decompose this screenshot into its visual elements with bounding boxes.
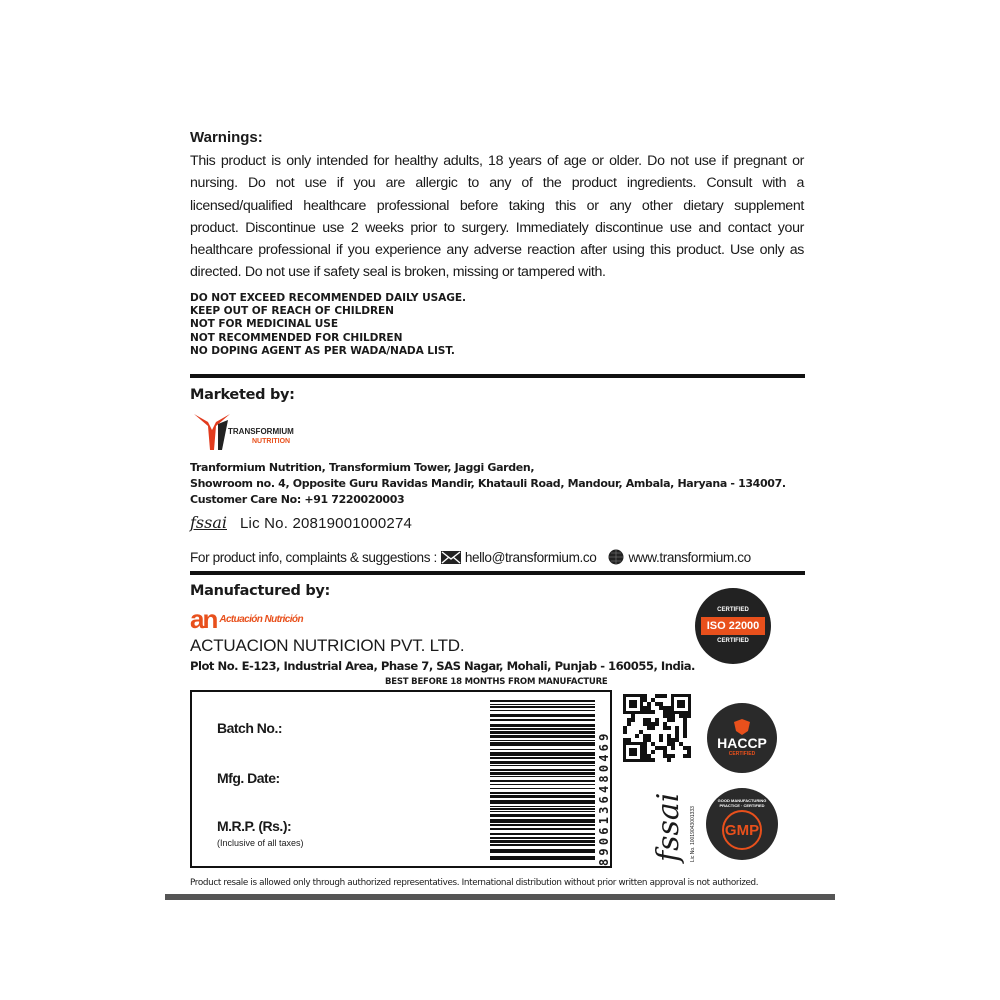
- qr-module: [687, 754, 691, 758]
- qr-module: [687, 750, 691, 754]
- barcode-bar: [490, 765, 595, 766]
- badge-label: GMP: [722, 810, 762, 850]
- qr-module: [663, 694, 667, 698]
- barcode-bar: [490, 761, 595, 764]
- qr-module: [663, 706, 667, 710]
- qr-module: [671, 746, 675, 750]
- email-link[interactable]: hello@transformium.co: [464, 549, 597, 565]
- actuacion-logo: [190, 604, 303, 634]
- qr-module: [683, 714, 687, 718]
- qr-module: [643, 706, 647, 710]
- warning-line: directed. Do not use if safety seal is broken, missing or tampered with.: [190, 264, 606, 281]
- address-line: Tranformium Nutrition, Transformium Tower, Jaggi Garden,: [190, 461, 535, 474]
- manufacturer-name: ACTUACION NUTRICION PVT. LTD.: [190, 636, 465, 655]
- bottom-bar: [165, 894, 835, 900]
- caps-line: DO NOT EXCEED RECOMMENDED DAILY USAGE.: [190, 292, 466, 304]
- barcode: [490, 700, 595, 860]
- qr-module: [655, 718, 659, 722]
- barcode-bar: [490, 731, 595, 734]
- badge-ring-text: CERTIFIED: [717, 638, 749, 644]
- qr-module: [677, 700, 685, 708]
- barcode-bar: [490, 795, 595, 798]
- qr-module: [647, 722, 651, 726]
- barcode-bar: [490, 819, 595, 823]
- qr-module: [651, 750, 655, 754]
- badge-subtext: CERTIFIED: [728, 751, 756, 757]
- qr-module: [643, 758, 647, 762]
- qr-module: [639, 730, 643, 734]
- address-line: Showroom no. 4, Opposite Guru Ravidas Mandir, Khatauli Road, Mandour, Ambala, Haryana - 134007.: [190, 477, 786, 490]
- qr-module: [667, 738, 671, 742]
- caps-line: NOT FOR MEDICINAL USE: [190, 318, 338, 331]
- barcode-bar: [490, 776, 595, 777]
- shield-icon: [734, 719, 750, 735]
- qr-module: [647, 754, 651, 758]
- qr-module: [683, 730, 687, 734]
- qr-module: [627, 718, 631, 722]
- qr-module: [647, 706, 651, 710]
- qr-module: [647, 734, 651, 738]
- caps-line: KEEP OUT OF REACH OF CHILDREN: [190, 305, 394, 318]
- barcode-bar: [490, 856, 595, 860]
- barcode-bar: [490, 837, 595, 839]
- qr-module: [643, 694, 647, 698]
- qr-module: [687, 714, 691, 718]
- qr-module: [643, 722, 647, 726]
- qr-module: [683, 726, 687, 730]
- qr-module: [651, 710, 655, 714]
- barcode-bar: [490, 742, 595, 746]
- qr-module: [643, 754, 647, 758]
- barcode-bar: [490, 719, 595, 721]
- qr-module: [679, 714, 683, 718]
- barcode-bar: [490, 792, 595, 794]
- qr-module: [651, 726, 655, 730]
- qr-module: [643, 738, 647, 742]
- mrp-label: M.R.P. (Rs.):: [217, 818, 292, 834]
- barcode-bar: [490, 811, 595, 812]
- qr-module: [623, 730, 627, 734]
- barcode-bar: [490, 740, 595, 741]
- qr-module: [643, 746, 647, 750]
- manufacturer-address: Plot No. E-123, Industrial Area, Phase 7, SAS Nagar, Mohali, Punjab - 160055, India.: [190, 659, 695, 673]
- qr-module: [671, 742, 675, 746]
- barcode-bar: [490, 700, 595, 702]
- qr-module: [631, 718, 635, 722]
- qr-module: [659, 706, 663, 710]
- qr-module: [655, 694, 659, 698]
- warning-line: product. Discontinue use 2 weeks prior to surgery. Immediately discontinue use and contact your: [190, 219, 804, 236]
- logo-mark: an: [190, 604, 217, 634]
- barcode-number: 8906136480469: [597, 730, 611, 866]
- qr-module: [659, 734, 663, 738]
- barcode-bar: [490, 710, 595, 711]
- barcode-bar: [490, 844, 595, 846]
- fssai-vertical-logo: fssai: [651, 792, 686, 862]
- qr-module: [667, 714, 671, 718]
- logo-icon: [192, 410, 232, 452]
- qr-module: [643, 710, 647, 714]
- divider: [190, 374, 805, 378]
- qr-module: [647, 702, 651, 706]
- qr-module: [655, 746, 659, 750]
- gmp-badge: [706, 788, 778, 860]
- qr-module: [675, 726, 679, 730]
- qr-module: [651, 722, 655, 726]
- qr-module: [667, 718, 671, 722]
- qr-module: [667, 754, 671, 758]
- warning-line: This product is only intended for healthy adults, 18 years of age or older. Do not use if pregnant or: [190, 153, 804, 169]
- qr-module: [623, 738, 627, 742]
- barcode-bar: [490, 706, 595, 708]
- qr-module: [647, 718, 651, 722]
- qr-module: [671, 754, 675, 758]
- qr-module: [679, 742, 683, 746]
- barcode-bar: [490, 769, 595, 771]
- qr-module: [659, 702, 663, 706]
- warnings-text: [190, 150, 804, 284]
- iso-22000-badge: [695, 588, 771, 664]
- globe-icon: [608, 549, 624, 565]
- qr-module: [623, 726, 627, 730]
- qr-module: [683, 746, 687, 750]
- qr-module: [683, 754, 687, 758]
- qr-module: [647, 726, 651, 730]
- transformium-logo: [192, 410, 322, 452]
- caps-line: NOT RECOMMENDED FOR CHILDREN: [190, 331, 403, 344]
- website-link[interactable]: www.transformium.co: [628, 549, 751, 565]
- qr-module: [643, 718, 647, 722]
- barcode-bar: [490, 772, 595, 775]
- qr-module: [667, 742, 671, 746]
- qr-module: [647, 738, 651, 742]
- qr-module: [683, 718, 687, 722]
- logo-text: Actuación Nutrición: [219, 613, 303, 625]
- barcode-bar: [490, 735, 595, 738]
- marketed-by-heading: Marketed by:: [190, 387, 295, 403]
- barcode-bar: [490, 828, 595, 830]
- barcode-bar: [490, 724, 595, 727]
- qr-module: [675, 738, 679, 742]
- qr-module: [663, 750, 667, 754]
- qr-module: [675, 730, 679, 734]
- envelope-icon: [441, 551, 461, 564]
- qr-module: [659, 738, 663, 742]
- qr-module: [629, 748, 637, 756]
- qr-code: [623, 694, 691, 762]
- qr-module: [635, 734, 639, 738]
- barcode-bar: [490, 784, 595, 785]
- qr-module: [655, 702, 659, 706]
- fssai-vertical-license: Lic No. 10019043001333: [690, 806, 696, 862]
- barcode-bar: [490, 806, 595, 807]
- badge-label: HACCP: [717, 735, 767, 751]
- marketer-address: [190, 460, 786, 508]
- qr-module: [667, 710, 671, 714]
- warning-line: healthcare professional if you experience any adverse reaction after using this product. Use only as: [190, 242, 804, 259]
- barcode-bar: [490, 749, 595, 750]
- qr-module: [663, 726, 667, 730]
- qr-module: [667, 758, 671, 762]
- batch-label: Batch No.:: [217, 720, 282, 736]
- barcode-bar: [490, 814, 595, 817]
- warning-line: nursing. Do not use if you are allergic to any of the product ingredients. Consult with a: [190, 175, 804, 192]
- qr-module: [683, 734, 687, 738]
- footer-note: Product resale is allowed only through authorized representatives. International distribution without prior written approval is not authorized.: [190, 878, 759, 888]
- qr-module: [671, 718, 675, 722]
- barcode-bar: [490, 704, 595, 705]
- haccp-badge: [707, 703, 777, 773]
- barcode-bar: [490, 788, 595, 789]
- qr-module: [671, 714, 675, 718]
- qr-module: [651, 742, 655, 746]
- barcode-bar: [490, 752, 595, 756]
- qr-module: [629, 700, 637, 708]
- caps-warnings: [190, 292, 466, 358]
- qr-module: [643, 734, 647, 738]
- barcode-bar: [490, 800, 595, 804]
- qr-module: [627, 722, 631, 726]
- barcode-bar: [490, 780, 595, 782]
- divider: [190, 571, 805, 575]
- qr-module: [631, 714, 635, 718]
- barcode-bar: [490, 728, 595, 730]
- qr-module: [643, 742, 647, 746]
- qr-module: [663, 710, 667, 714]
- qr-module: [683, 722, 687, 726]
- badge-ring-text: CERTIFIED: [717, 607, 749, 613]
- barcode-bar: [490, 824, 595, 826]
- qr-module: [667, 706, 671, 710]
- manufactured-by-heading: Manufactured by:: [190, 583, 331, 599]
- barcode-bar: [490, 833, 595, 835]
- qr-module: [663, 714, 667, 718]
- qr-module: [663, 722, 667, 726]
- qr-module: [659, 746, 663, 750]
- qr-module: [667, 734, 671, 738]
- qr-module: [651, 698, 655, 702]
- fssai-license: Lic No. 20819001000274: [240, 515, 413, 532]
- barcode-bar: [490, 714, 595, 717]
- badge-ring-text: GOOD MANUFACTURING PRACTICE · CERTIFIED: [717, 798, 767, 808]
- qr-module: [675, 734, 679, 738]
- contact-line: [190, 549, 751, 565]
- barcode-bar: [490, 757, 595, 759]
- contact-label: For product info, complaints & suggestions :: [190, 549, 437, 565]
- best-before: BEST BEFORE 18 MONTHS FROM MANUFACTURE: [385, 677, 608, 687]
- qr-module: [671, 738, 675, 742]
- mfg-date-label: Mfg. Date:: [217, 770, 280, 786]
- badge-label: ISO 22000: [701, 617, 766, 635]
- fssai-logo: fssai: [190, 513, 227, 532]
- address-line: Customer Care No: +91 7220020003: [190, 493, 405, 506]
- barcode-bar: [490, 808, 595, 810]
- barcode-bar: [490, 849, 595, 853]
- warnings-heading: Warnings:: [190, 129, 263, 146]
- qr-module: [627, 738, 631, 742]
- barcode-bar: [490, 840, 595, 843]
- qr-module: [687, 746, 691, 750]
- mrp-note: (Inclusive of all taxes): [217, 838, 304, 848]
- qr-module: [647, 758, 651, 762]
- qr-module: [647, 710, 651, 714]
- qr-module: [663, 754, 667, 758]
- logo-subtext: NUTRITION: [252, 438, 291, 445]
- qr-module: [651, 758, 655, 762]
- qr-module: [663, 746, 667, 750]
- qr-module: [655, 722, 659, 726]
- qr-module: [643, 750, 647, 754]
- warning-line: licensed/qualified healthcare professional before taking this or any other dietary supplement: [190, 197, 804, 214]
- caps-line: NO DOPING AGENT AS PER WADA/NADA LIST.: [190, 344, 455, 357]
- qr-module: [667, 726, 671, 730]
- qr-module: [659, 694, 663, 698]
- logo-text: TRANSFORMIUM: [228, 427, 294, 436]
- qr-module: [643, 698, 647, 702]
